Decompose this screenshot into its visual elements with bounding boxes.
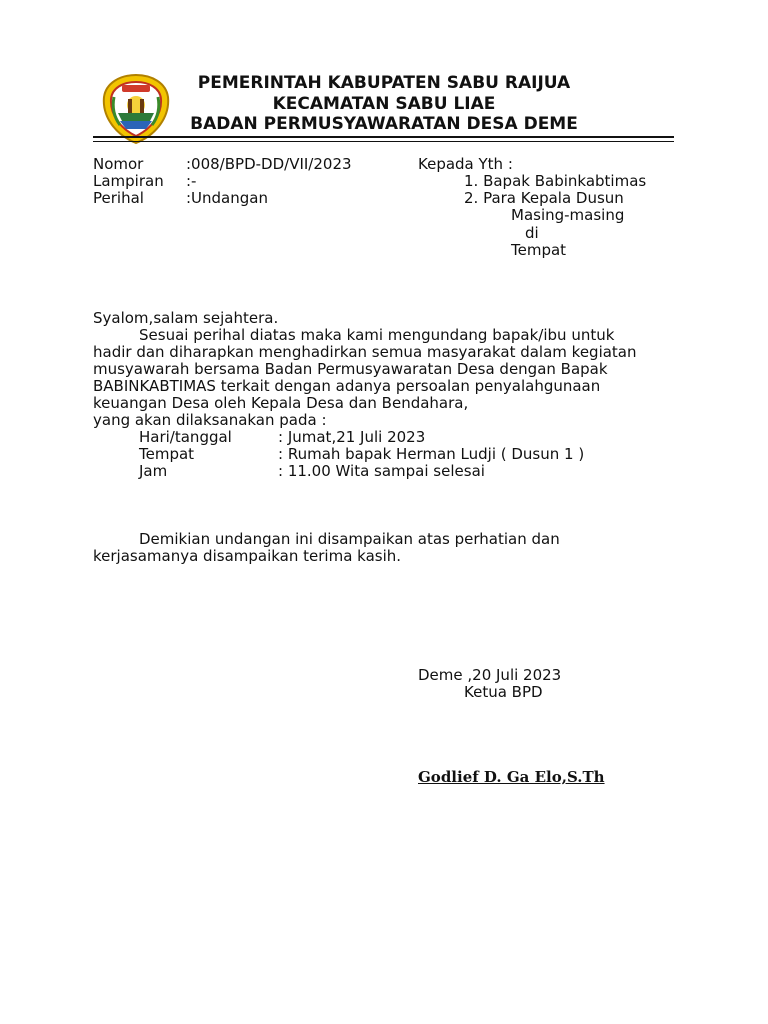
header-line-1: PEMERINTAH KABUPATEN SABU RAIJUA: [197, 73, 571, 93]
nomor-value: :008/BPD-DD/VII/2023: [186, 155, 352, 173]
detail-label-time: Jam: [139, 462, 168, 480]
recipient-item-2: 2. Para Kepala Dusun: [464, 189, 624, 207]
header-rule-thick: [93, 136, 674, 138]
recipient-item-1: 1. Bapak Babinkabtimas: [464, 172, 647, 190]
signature-name: Godlief D. Ga Elo,S.Th: [418, 768, 605, 786]
recipient-di: di: [525, 224, 539, 242]
header-line-3: BADAN PERMUSYAWARATAN DESA DEME: [190, 114, 578, 134]
detail-label-date: Hari/tanggal: [139, 428, 232, 446]
recipient-masing: Masing-masing: [511, 206, 625, 224]
perihal-label: Perihal: [93, 189, 144, 207]
detail-label-place: Tempat: [139, 445, 195, 463]
nomor-label: Nomor: [93, 155, 144, 173]
body-line-6: yang akan dilaksanakan pada :: [93, 411, 327, 429]
body-line-4: BABINKABTIMAS terkait dengan adanya persoalan penyalahgunaan: [93, 377, 601, 395]
header-rule-thin: [93, 141, 674, 142]
body-line-3: musyawarah bersama Badan Permusyawaratan Desa dengan Bapak: [93, 360, 608, 378]
body-line-1: Sesuai perihal diatas maka kami mengundang bapak/ibu untuk: [139, 326, 615, 344]
detail-value-date: : Jumat,21 Juli 2023: [278, 428, 426, 446]
detail-value-time: : 11.00 Wita sampai selesai: [278, 462, 485, 480]
header-line-2: KECAMATAN SABU LIAE: [272, 94, 496, 114]
recipient-tempat: Tempat: [511, 241, 567, 259]
lampiran-value: :-: [186, 172, 197, 190]
lampiran-label: Lampiran: [93, 172, 164, 190]
detail-value-place: : Rumah bapak Herman Ludji ( Dusun 1 ): [278, 445, 585, 463]
signature-role: Ketua BPD: [464, 683, 543, 701]
closing-line-1: Demikian undangan ini disampaikan atas perhatian dan: [139, 530, 560, 548]
recipient-heading: Kepada Yth :: [418, 155, 513, 173]
signature-place-date: Deme ,20 Juli 2023: [418, 666, 562, 684]
greeting: Syalom,salam sejahtera.: [93, 309, 279, 327]
closing-line-2: kerjasamanya disampaikan terima kasih.: [93, 547, 402, 565]
perihal-value: :Undangan: [186, 189, 268, 207]
body-line-5: keuangan Desa oleh Kepala Desa dan Bendahara,: [93, 394, 469, 412]
body-line-2: hadir dan diharapkan menghadirkan semua masyarakat dalam kegiatan: [93, 343, 637, 361]
